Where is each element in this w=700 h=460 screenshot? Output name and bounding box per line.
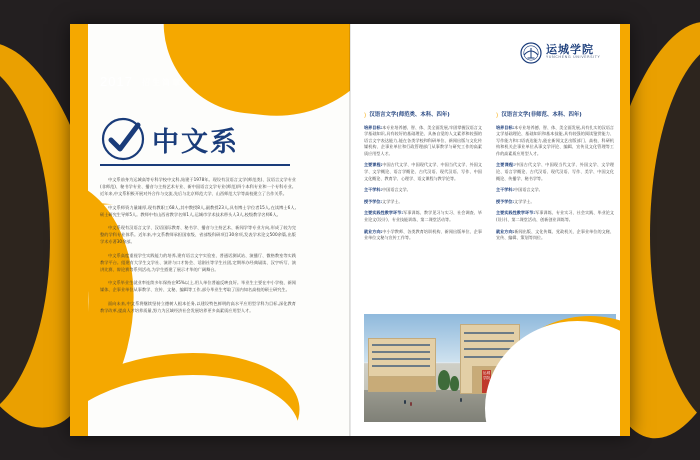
block-text: 本专业培养德、智、体、美全面发展,具有扎实的汉语言文学基础理论、基础知识和基本技能,具有较强的阅读鉴赏能力、写作能力和口语表达能力,能在新闻文艺出版部门、高校、科研机构和机关企事业单位从事文学评论、编辑、宣传及文化管理等工作的高素质应用型人才。 [496,124,614,156]
logo-name-cn: 运城学院 [546,43,594,56]
window-row [372,351,430,353]
year-subtitle: 招生简章 [142,78,182,87]
page-title: 中文系 [152,127,239,158]
right-page [350,24,630,436]
logo-name-en: YUNCHENG UNIVERSITY [546,55,601,59]
block-label: 主要课程: [496,162,515,168]
block-text: 文学学士。 [514,198,535,204]
paragraph: 中文系师资力量雄厚,现有教职工68人,其中教授8人,副教授23人,具有博士学位者15人,在读博士6人,硕士研究生导师5人。教师中有山西省教学名师1人,运城市学术技术带头人3人,校级教学名师6人。 [100,204,296,217]
page-gutter [349,24,351,436]
block-text: 军事训练、专业实习、社会实践、毕业论文(设计)、第二课堂活动、创新创业训练等。 [496,210,615,223]
program-column-1 [364,112,482,247]
block-text: 中国语言文学。 [514,187,543,193]
window-row [464,340,514,342]
block-label: 授予学位: [496,198,515,204]
window-row [464,348,514,350]
university-emblem-icon [520,42,542,64]
left-edge-band [70,24,88,436]
paragraph: 中文系现有汉语言文学、汉语国际教育、秘书学、播音与主持艺术、新闻学等专业方向,形成了较为完整的学科专业体系。近年来,中文系教师承担国家级、省部级科研项目30余项,发表学术论文500余篇,出版学术专著30余部。 [100,225,296,245]
program-block [364,162,482,182]
university-logo [520,40,616,66]
brochure-spread [70,24,630,436]
window-row [372,344,430,346]
program-heading [364,112,482,120]
year-label: 2017 [100,74,133,89]
program-block [364,199,482,206]
block-label: 主干学科: [364,187,383,193]
block-text: 本专业培养德、智、体、美全面发展,牢固掌握汉语言文学基础知识,具有较好的基础理论、具备自觉的人文素养和较强的语言文字表达能力,能在各类学校和科研单位、新闻出版与文化传媒机构、企事业单位和行政管理部门从事教学与研究工作的高素质应用型人才。 [364,124,482,156]
block-text: 中小学教师、各类教育培训机构、新闻出版单位、企事业单位文秘与宣传工作等。 [364,228,482,241]
program-block [496,210,614,223]
program-block [364,229,482,242]
program-block [496,229,614,242]
paragraph: 中文系毕业生就业率连续多年保持在95%以上,用人单位普遍反映良好。毕业生主要在中小学校、新闻媒体、企事业单位从事教学、宣传、文秘、编辑等工作,部分毕业生考取了国内知名高校的硕士研究生。 [100,280,296,293]
window-row [464,332,514,334]
person [460,398,462,402]
paragraph: 面向未来,中文系将继续坚持立德树人根本任务,以建设特色鲜明的高水平应用型学科为目标,深化教育教学改革,提高人才培养质量,努力为区域经济社会发展培养更多高素质应用型人才。 [100,300,296,313]
program-heading [496,112,614,120]
block-label: 培养目标: [364,124,383,130]
program-block [364,125,482,158]
program-title: 汉语言文学(师范类、本科、四年) [369,112,450,118]
program-title: 汉语言文学(非师范、本科、四年) [501,112,582,118]
block-label: 就业方向: [364,228,383,234]
paragraph: 中文系高度重视学生实践能力的培养,建有语言文字实验室、普通话测试站、演播厅、微格教室等实践教学平台。组建有大学生文学社、演讲与口才协会、话剧社等学生社团,定期举办经典诵读、汉字听写、演讲比赛、辩论赛等系列活动,为学生搭建了展示才华的广阔舞台。 [100,252,296,273]
person [410,402,412,406]
window-row [372,358,430,360]
title-divider [100,164,290,166]
block-text: 文学学士。 [382,198,403,204]
block-label: 主要课程: [364,162,383,168]
program-block [364,187,482,194]
block-label: 授予学位: [364,198,383,204]
program-block [364,210,482,223]
left-page [70,24,350,436]
block-text: 中国语言文学。 [382,187,411,193]
chevron-right-icon: ⟩ [364,112,367,119]
block-label: 就业方向: [496,228,515,234]
block-text: 中国古代文学、中国现当代文学、外国文学、文学理论、语言学概论、古代汉语、现代汉语、写作、美学、中国文化概论、传播学、秘书学等。 [496,162,615,181]
block-text: 中国古代文学、中国现代文学、中国当代文学、外国文学、文学概论、语言学概论、古代汉语、现代汉语、写作、中国文化概论、教育学、心理学、语文课程与教学论等。 [364,162,482,181]
check-mark-icon [100,116,146,162]
program-block [496,199,614,206]
tree [438,370,450,390]
program-block [496,125,614,158]
building-sign: 运城学院 [482,370,491,393]
block-label: 主干学科: [496,187,515,193]
program-column-2 [496,112,614,247]
window-row [372,365,430,367]
building-left-base [368,376,436,392]
person [404,400,406,404]
program-block [496,187,614,194]
block-label: 主要实践性教学环节: [364,210,404,216]
program-block [496,162,614,182]
chevron-right-icon: ⟩ [496,112,499,119]
block-text: 军事训练、教学见习与实习、社会调查、毕业论文(设计)、专业技能训练、第二课堂活动等。 [364,210,483,223]
tree [450,376,459,391]
paragraph: 中文系前身为运城高等专科学校中文科,始建于1978年。现设有汉语言文学(师范类)、汉语言文学专业(非师范)、秘书学专业、播音与主持艺术专业、新中国语言文学专业(师范)四个本科专业和一个专科专业。近年来,中文系积极开展对外合作与交流,先后与北京师范大学、山西师范大学等高校建立了合作关系。 [100,177,296,197]
left-body-text [100,176,296,320]
right-edge-band [620,24,630,436]
block-label: 主要实践性教学环节: [496,210,536,216]
block-text: 新闻出版、文化传媒、党政机关、企事业单位的文秘、宣传、编辑、策划等岗位。 [496,228,614,241]
block-label: 培养目标: [496,124,515,130]
